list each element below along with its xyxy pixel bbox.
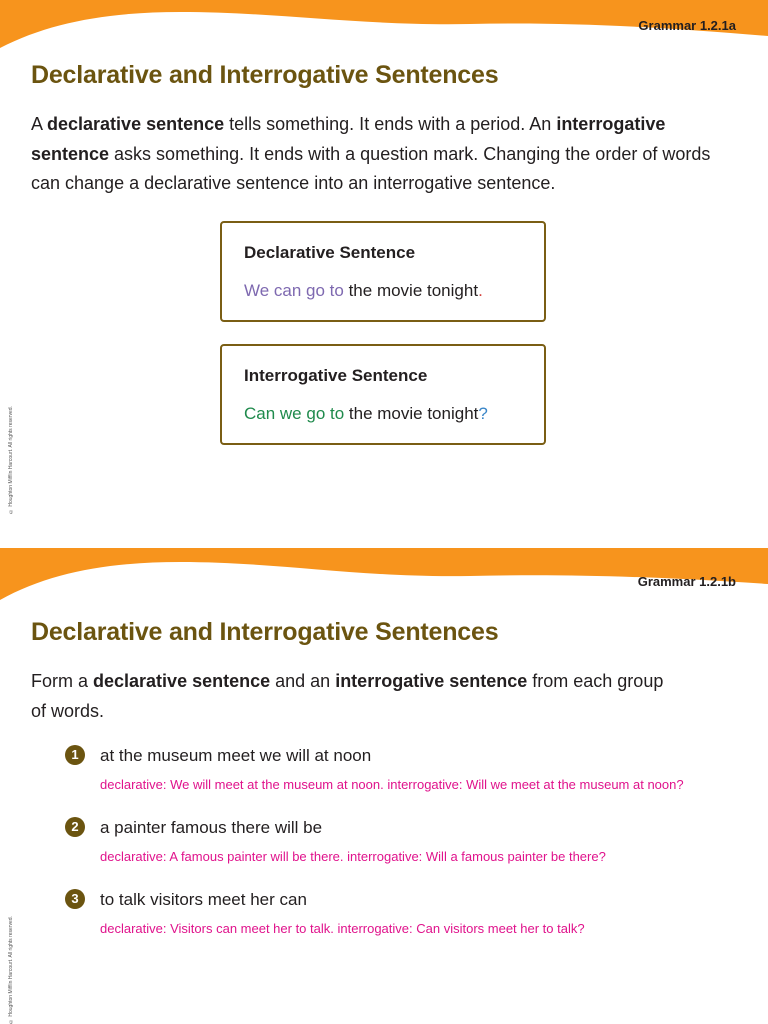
word-group: at the museum meet we will at noon — [100, 746, 372, 765]
answer-key: declarative: We will meet at the museum at noon. interrogative: Will we meet at the museum at noon? — [100, 777, 684, 792]
answer-key: declarative: A famous painter will be there. interrogative: Will a famous painter be there? — [100, 849, 606, 864]
item-number-badge: 2 — [65, 817, 85, 837]
word-group: to talk visitors meet her can — [100, 890, 307, 909]
page-2 — [0, 526, 768, 1024]
term-interrogative: interrogative sentence — [31, 114, 666, 164]
lesson-code: Grammar 1.2.1a — [638, 18, 736, 33]
answer-key: declarative: Visitors can meet her to talk. interrogative: Can visitors meet her to talk? — [100, 921, 585, 936]
page-title: Declarative and Interrogative Sentences — [31, 618, 499, 646]
term-declarative: declarative sentence — [93, 671, 271, 691]
intro-paragraph: Form a declarative sentence and an interrogative sentence from each group of words. — [31, 671, 664, 721]
box-heading: Interrogative Sentence — [244, 366, 428, 385]
item-number-badge: 1 — [65, 745, 85, 765]
intro-paragraph: A declarative sentence tells something. It ends with a period. An interrogative sentence asks something. It ends with a question mark. Changing the order of words can change a declarative sentence into an interrogative sentence. — [31, 114, 711, 193]
box-heading: Declarative Sentence — [244, 243, 416, 262]
header-wave — [0, 526, 768, 606]
example-sentence: Can we go to the movie tonight? — [244, 404, 488, 423]
term-declarative: declarative sentence — [47, 114, 225, 134]
page-title: Declarative and Interrogative Sentences — [31, 61, 499, 89]
copyright-notice: © Houghton Mifflin Harcourt. All rights reserved. — [8, 406, 14, 514]
example-sentence: We can go to the movie tonight. — [244, 281, 483, 300]
lesson-code: Grammar 1.2.1b — [637, 574, 736, 589]
item-number-badge: 3 — [65, 889, 85, 909]
interrogative-example-box — [220, 344, 546, 445]
declarative-example-box — [220, 221, 546, 322]
copyright-notice: © Houghton Mifflin Harcourt. All rights reserved. — [8, 916, 14, 1024]
word-group: a painter famous there will be — [100, 818, 323, 837]
term-interrogative: interrogative sentence — [335, 671, 528, 691]
